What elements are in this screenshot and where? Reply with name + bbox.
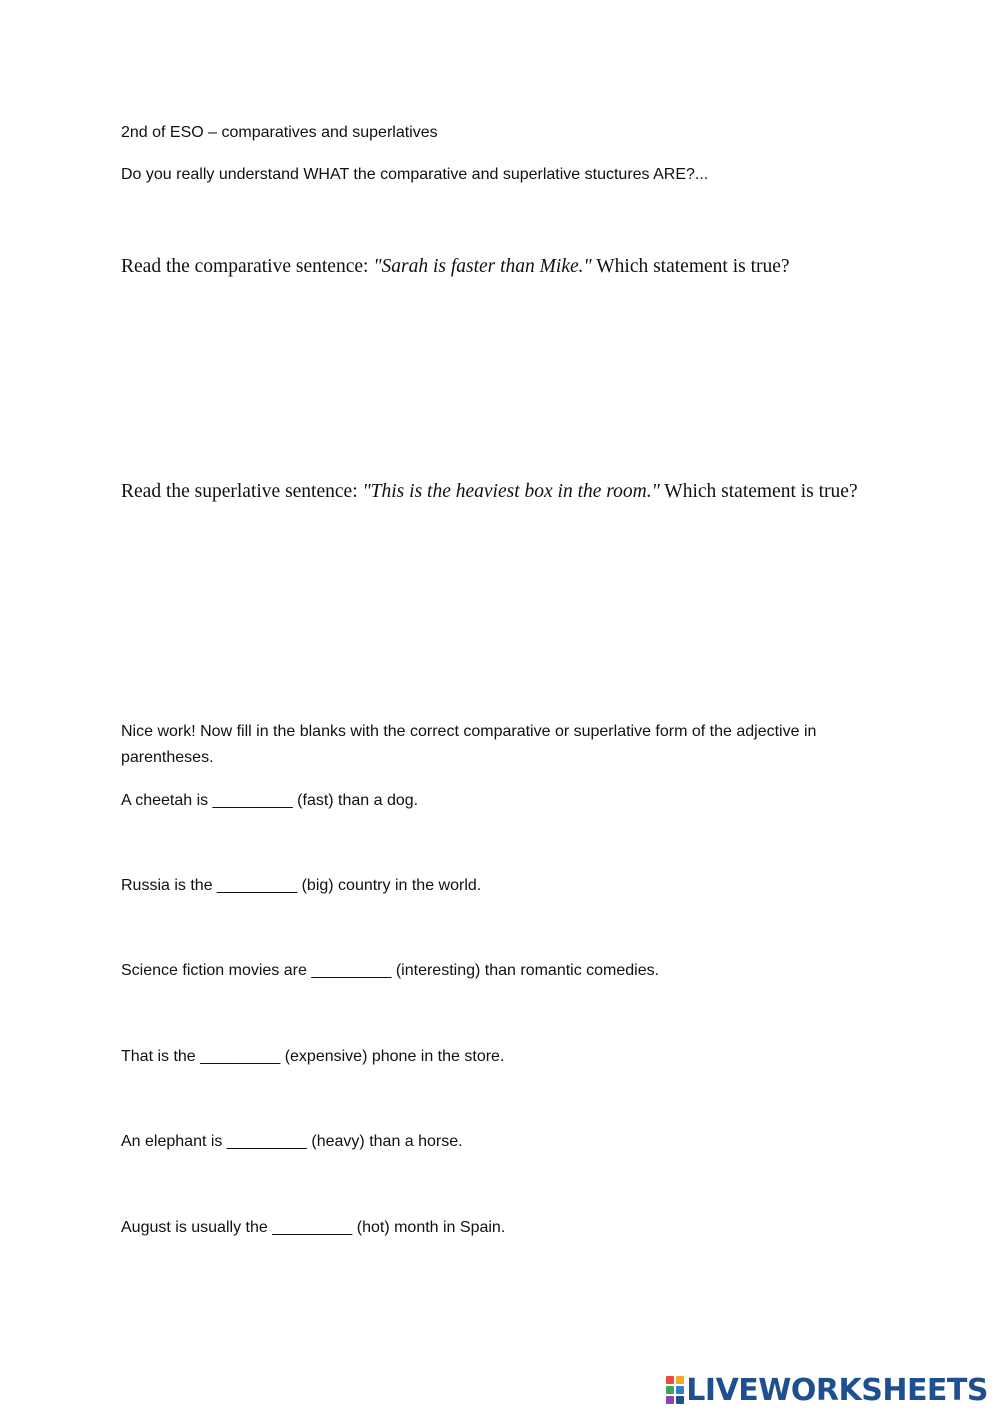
answer-blank[interactable]: _________ [200,1048,281,1065]
question-quote: "This is the heaviest box in the room." [362,481,660,502]
question-prefix: Read the comparative sentence: [121,256,374,277]
answer-blank[interactable]: _________ [311,962,392,979]
worksheet-title: 2nd of ESO – comparatives and superlatives [121,124,438,141]
question-suffix: Which statement is true? [591,256,790,277]
fill-in-instructions: Nice work! Now fill in the blanks with the correct comparative or superlative form of the adjective in parentheses. [121,723,817,766]
exercise-sentence [121,873,481,899]
logo-text: LIVEWORKSHEETS [686,1372,988,1408]
question-comparative [121,255,861,278]
sentence-before: Science fiction movies are [121,962,312,979]
logo-tile [666,1396,674,1404]
liveworksheets-logo-icon [666,1376,684,1404]
logo-tile [676,1376,684,1384]
answer-blank[interactable]: _________ [226,1133,307,1150]
logo-tile [666,1386,674,1394]
liveworksheets-logo[interactable] [666,1372,988,1408]
logo-tile [666,1376,674,1384]
sentence-after: (expensive) phone in the store. [280,1048,505,1065]
sentence-after: (big) country in the world. [297,877,482,894]
answer-blank[interactable]: _________ [212,792,293,809]
sentence-after: (fast) than a dog. [292,792,419,809]
sentence-before: An elephant is [121,1133,227,1150]
question-quote: "Sarah is faster than Mike." [373,256,592,277]
exercise-sentence [121,958,659,984]
exercise-sentence [121,1215,505,1241]
sentence-before: A cheetah is [121,792,213,809]
answer-blank[interactable]: _________ [272,1219,353,1236]
sentence-after: (heavy) than a horse. [306,1133,463,1150]
logo-tile [676,1386,684,1394]
logo-tile [676,1396,684,1404]
sentence-before: August is usually the [121,1219,273,1236]
sentence-after: (hot) month in Spain. [352,1219,506,1236]
exercise-sentence [121,788,418,814]
sentence-before: That is the [121,1048,201,1065]
answer-blank[interactable]: _________ [217,877,298,894]
exercise-sentence [121,1044,504,1070]
sentence-after: (interesting) than romantic comedies. [391,962,660,979]
exercise-sentence [121,1129,463,1155]
worksheet-subtitle: Do you really understand WHAT the comparative and superlative stuctures ARE?... [121,166,709,183]
sentence-before: Russia is the [121,877,218,894]
question-suffix: Which statement is true? [659,481,858,502]
question-prefix: Read the superlative sentence: [121,481,363,502]
question-superlative [121,480,861,503]
